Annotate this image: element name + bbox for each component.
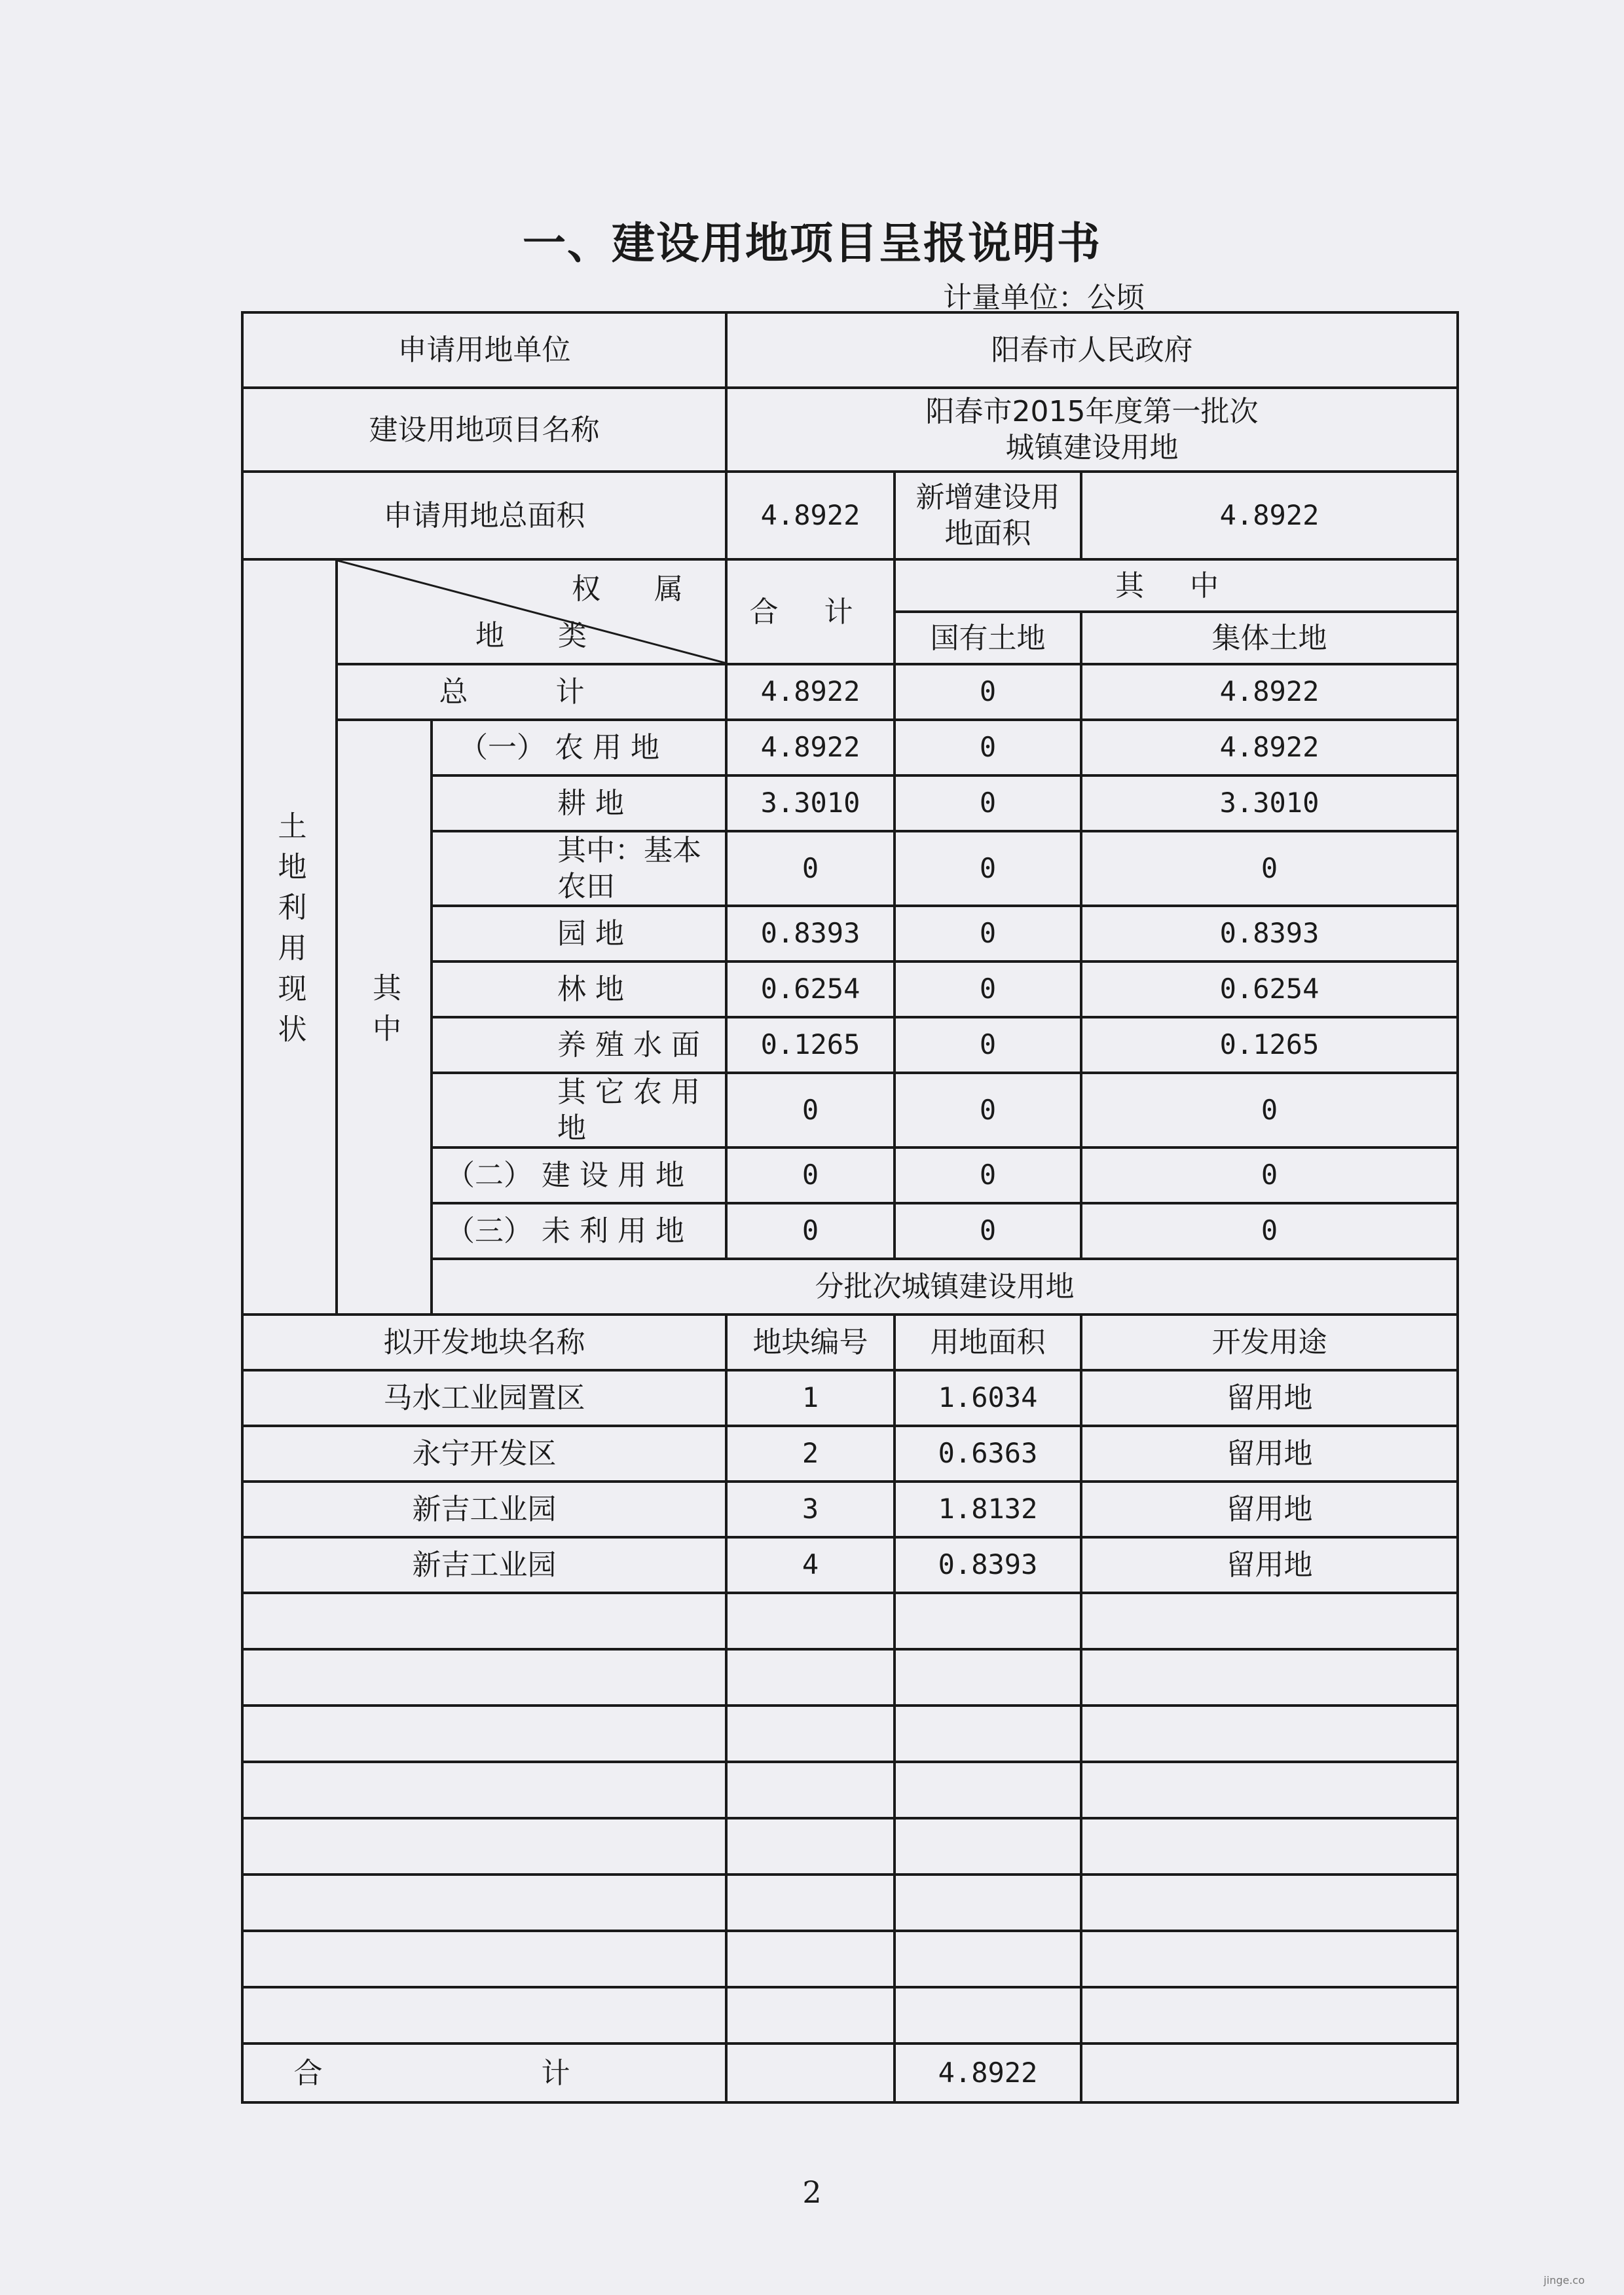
land-row-total (242, 664, 1458, 720)
land-row-state-value: 0 (895, 1203, 1081, 1259)
land-row-total-value: 3.3010 (726, 775, 895, 831)
batch-use: 留用地 (1081, 1537, 1458, 1593)
land-row-collective-value: 0.1265 (1081, 1017, 1458, 1073)
batch-no: 3 (726, 1482, 895, 1537)
land-row-state-value: 0 (895, 720, 1081, 775)
project-name-line2: 城镇建设用地 (1005, 431, 1179, 464)
land-row-collective-value: 4.8922 (1081, 720, 1458, 775)
empty-row (242, 1706, 1458, 1762)
land-row-state-value: 0 (895, 1073, 1081, 1148)
land-row-name: 园 地 (432, 906, 726, 961)
land-row-collective-value: 0.8393 (1081, 906, 1458, 961)
among-header: 其 中 (895, 559, 1458, 612)
empty-row (242, 1987, 1458, 2043)
land-row-name: 总 计 (337, 664, 726, 720)
land-row-collective-value: 0 (1081, 1148, 1458, 1203)
batch-header-use: 开发用途 (1081, 1315, 1458, 1370)
batch-row (242, 1482, 1458, 1537)
batch-row (242, 1537, 1458, 1593)
land-row-name: 其 它 农 用 地 (432, 1073, 726, 1148)
land-type-header: 地 类 (475, 619, 609, 652)
land-row-total-value: 4.8922 (726, 664, 895, 720)
land-row-state-value: 0 (895, 831, 1081, 906)
applicant-value: 阳春市人民政府 (726, 312, 1458, 388)
batch-header-area: 用地面积 (895, 1315, 1081, 1370)
batch-header-no: 地块编号 (726, 1315, 895, 1370)
state-owned-header: 国有土地 (895, 612, 1081, 664)
land-use-label-cell (242, 559, 337, 1315)
land-row-state-value: 0 (895, 1017, 1081, 1073)
sub-among-cell (337, 720, 432, 1315)
batch-no: 2 (726, 1426, 895, 1482)
empty-row (242, 1931, 1458, 1987)
page-title: 一、建设用地项目呈报说明书 (523, 218, 1101, 269)
batch-use: 留用地 (1081, 1370, 1458, 1426)
land-application-table (241, 311, 1459, 2104)
total-area-label: 申请用地总面积 (242, 472, 726, 559)
batch-area: 1.6034 (895, 1370, 1081, 1426)
batch-title: 分批次城镇建设用地 (432, 1259, 1458, 1315)
land-row-agri (242, 720, 1458, 775)
batch-use: 留用地 (1081, 1482, 1458, 1537)
land-row-name: （二） 建 设 用 地 (432, 1148, 726, 1203)
batch-header-row (242, 1315, 1458, 1370)
batch-area: 0.6363 (895, 1426, 1081, 1482)
land-row-total-value: 0.1265 (726, 1017, 895, 1073)
land-row-total-value: 0 (726, 1203, 895, 1259)
project-name-row (242, 388, 1458, 472)
total-area-row (242, 472, 1458, 559)
land-row-name: 耕 地 (432, 775, 726, 831)
batch-area: 0.8393 (895, 1537, 1081, 1593)
land-row-total-value: 0.6254 (726, 961, 895, 1017)
land-use-label: 土地利用现状 (272, 811, 306, 1054)
land-row-name: （三） 未 利 用 地 (432, 1203, 726, 1259)
new-area-label-line1: 新增建设用 (915, 481, 1060, 514)
land-row-name: （一） 农 用 地 (432, 720, 726, 775)
batch-no: 1 (726, 1370, 895, 1426)
land-row-state-value: 0 (895, 906, 1081, 961)
land-row-collective-value: 3.3010 (1081, 775, 1458, 831)
land-row-state-value: 0 (895, 775, 1081, 831)
new-area-label (895, 472, 1081, 559)
land-row-name: 养 殖 水 面 (432, 1017, 726, 1073)
ownership-header: 权 属 (572, 572, 706, 606)
batch-name: 马水工业园置区 (242, 1370, 726, 1426)
batch-total-area: 4.8922 (895, 2043, 1081, 2102)
land-row-collective-value: 0.6254 (1081, 961, 1458, 1017)
land-row-collective-value: 4.8922 (1081, 664, 1458, 720)
unit-label: 计量单位：公顷 (943, 281, 1145, 314)
land-row-name: 林 地 (432, 961, 726, 1017)
land-row-name: 其中：基本农田 (432, 831, 726, 906)
land-row-total-value: 0 (726, 1073, 895, 1148)
batch-area: 1.8132 (895, 1482, 1081, 1537)
batch-total-row (242, 2043, 1458, 2102)
collective-header: 集体土地 (1081, 612, 1458, 664)
sub-among-label: 其中 (367, 972, 401, 1054)
diagonal-header-cell (337, 559, 726, 664)
new-area-label-line2: 地面积 (944, 517, 1031, 550)
page-number: 2 (802, 2174, 822, 2210)
land-row-total-value: 0 (726, 831, 895, 906)
batch-row (242, 1426, 1458, 1482)
land-row-state-value: 0 (895, 1148, 1081, 1203)
land-row-collective-value: 0 (1081, 831, 1458, 906)
land-row-state-value: 0 (895, 664, 1081, 720)
empty-row (242, 1762, 1458, 1818)
batch-name: 新吉工业园 (242, 1482, 726, 1537)
empty-row (242, 1593, 1458, 1649)
batch-use: 留用地 (1081, 1426, 1458, 1482)
batch-name: 新吉工业园 (242, 1537, 726, 1593)
batch-no: 4 (726, 1537, 895, 1593)
land-row-collective-value: 0 (1081, 1073, 1458, 1148)
land-row-state-value: 0 (895, 961, 1081, 1017)
land-header-row-1 (242, 559, 1458, 612)
project-name-label: 建设用地项目名称 (242, 388, 726, 472)
empty-row (242, 1818, 1458, 1875)
empty-row (242, 1875, 1458, 1931)
land-row-total-value: 0 (726, 1148, 895, 1203)
total-area-value: 4.8922 (726, 472, 895, 559)
watermark: jinge.co (1543, 2274, 1585, 2286)
land-row-collective-value: 0 (1081, 1203, 1458, 1259)
applicant-label: 申请用地单位 (242, 312, 726, 388)
new-area-value: 4.8922 (1081, 472, 1458, 559)
batch-name: 永宁开发区 (242, 1426, 726, 1482)
project-name-line1: 阳春市2015年度第一批次 (925, 395, 1259, 428)
batch-header-name: 拟开发地块名称 (242, 1315, 726, 1370)
batch-total-label: 合 计 (242, 2043, 726, 2102)
batch-row (242, 1370, 1458, 1426)
land-row-total-value: 0.8393 (726, 906, 895, 961)
total-header: 合 计 (726, 559, 895, 664)
project-name-value (726, 388, 1458, 472)
empty-row (242, 1649, 1458, 1706)
applicant-row (242, 312, 1458, 388)
land-row-total-value: 4.8922 (726, 720, 895, 775)
